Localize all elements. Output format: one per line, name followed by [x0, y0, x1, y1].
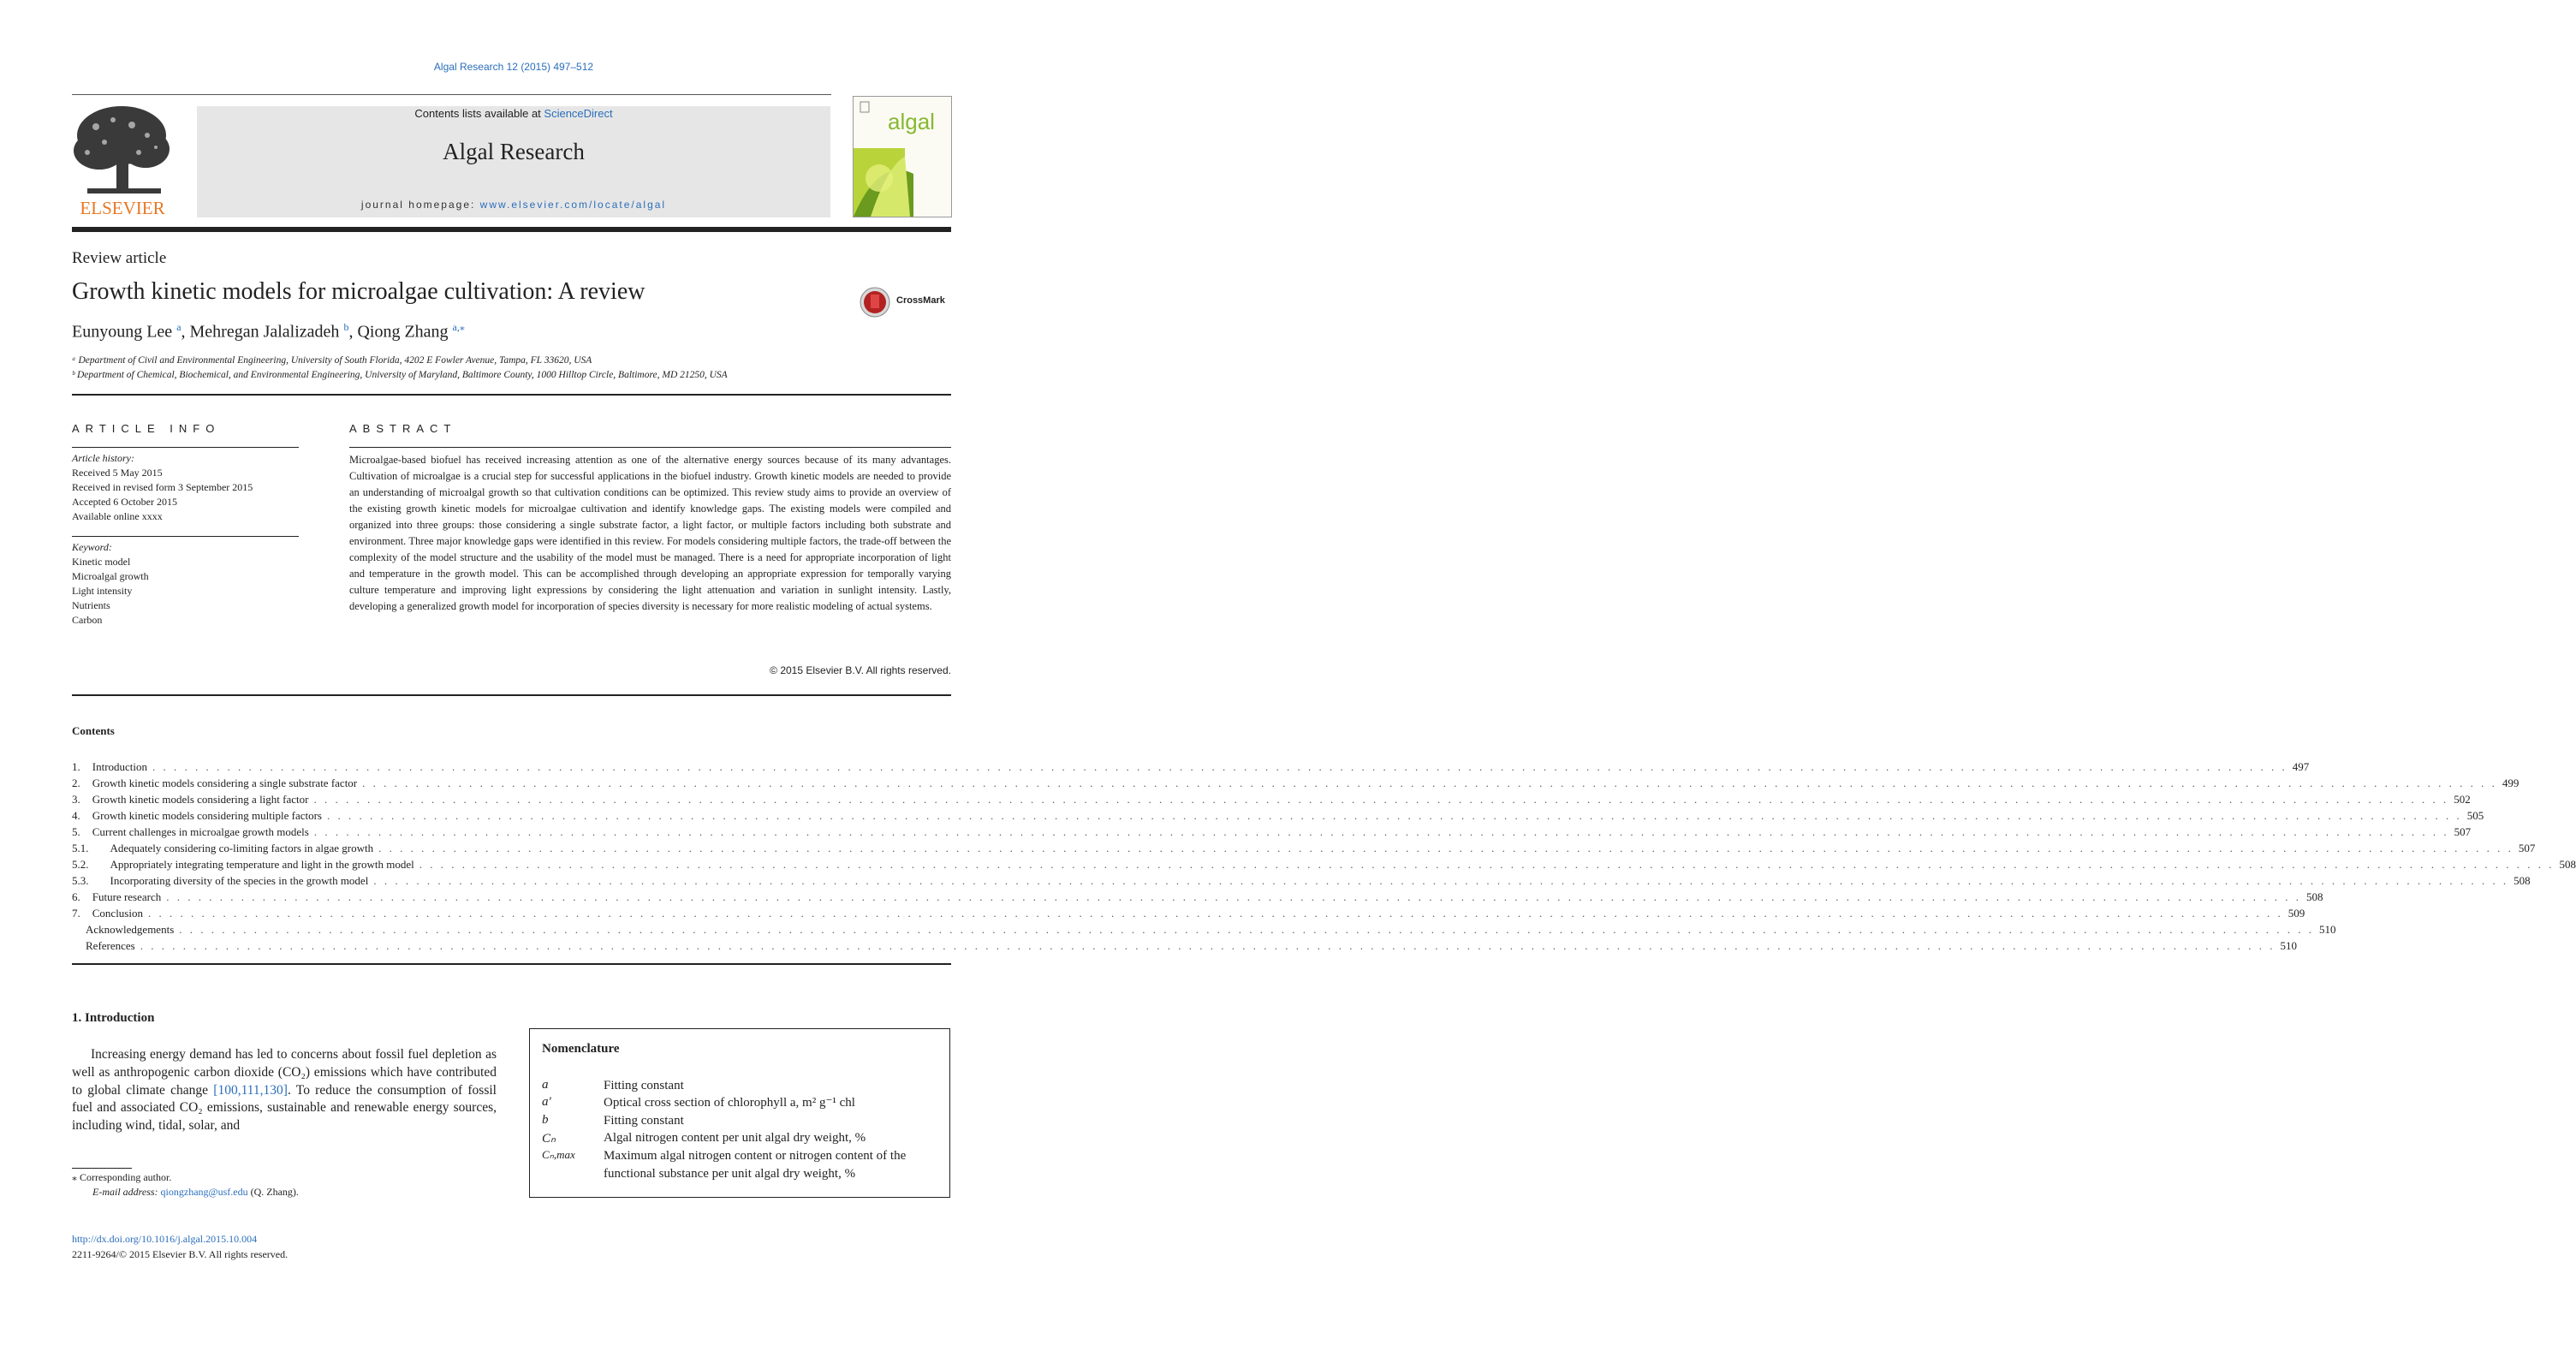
toc-page-number: 510	[2319, 923, 2336, 936]
email-suffix: (Q. Zhang).	[247, 1186, 299, 1198]
intro-text-part: . To reduce the consumption of fossil fuel and associated CO₂ emissions, sustainable and renewable energy sources, including wind, tidal, solar, and	[72, 1082, 497, 1134]
toc-leader-dots: . . . . . . . . . . . . . . . . . . . . . . . . . . . . . . . . . . . . . . . . . . . . . . . . . . . . . . . . . . . . . . . . . . . . . . . . . . . . . . . . . . . . . . . . . . . . . . . . . . . . . . . . . . . . . . . . . . . . . . . . . . . . . . . . . . . . . . . . . . . . . . . . . . . . . . . . . . . . . . . . . . . . . . . . . . . . . . . . . . . . . . . . . . . . . . . . . . . . . . . .	[313, 793, 2449, 806]
corresponding-author-note: ⁎ Corresponding author.	[72, 1171, 172, 1183]
toc-entry[interactable]	[72, 906, 2305, 921]
article-info-heading: ARTICLE INFO	[72, 422, 221, 435]
sciencedirect-link[interactable]: ScienceDirect	[544, 107, 613, 120]
contents-title: Contents	[72, 724, 115, 737]
toc-page-number: 508	[2306, 890, 2323, 903]
section-rule	[72, 394, 951, 396]
header-rule	[72, 94, 831, 95]
toc-label[interactable]: Adequately considering co-limiting factors in algae growth	[110, 842, 374, 854]
toc-leader-dots: . . . . . . . . . . . . . . . . . . . . . . . . . . . . . . . . . . . . . . . . . . . . . . . . . . . . . . . . . . . . . . . . . . . . . . . . . . . . . . . . . . . . . . . . . . . . . . . . . . . . . . . . . . . . . . . . . . . . . . . . . . . . . . . . . . . . . . . . . . . . . . . . . . . . . . . . . . . . . . . . . . . . . . . . . . . . . . . . . . . . . . . . . . . . . . . . . . . . . . . .	[362, 777, 2497, 789]
toc-number: 5.2.	[72, 858, 89, 871]
nomenclature-box	[529, 1028, 950, 1198]
toc-entry[interactable]	[72, 759, 2310, 775]
history-item: Received in revised form 3 September 2015	[72, 481, 253, 493]
toc-page-number: 509	[2287, 907, 2305, 920]
toc-label[interactable]: Growth kinetic models considering a single substrate factor	[92, 777, 358, 789]
elsevier-logo	[70, 101, 175, 219]
toc-entry[interactable]	[72, 857, 2576, 872]
toc-leader-dots: . . . . . . . . . . . . . . . . . . . . . . . . . . . . . . . . . . . . . . . . . . . . . . . . . . . . . . . . . . . . . . . . . . . . . . . . . . . . . . . . . . . . . . . . . . . . . . . . . . . . . . . . . . . . . . . . . . . . . . . . . . . . . . . . . . . . . . . . . . . . . . . . . . . . . . . . . . . . . . . . . . . . . . . . . . . . . . . . . . . . . . . . . . . . . . . . . . . . . . . .	[152, 760, 2287, 773]
journal-citation[interactable]: Algal Research 12 (2015) 497–512	[433, 61, 594, 73]
email-label: E-mail address:	[92, 1186, 161, 1198]
nomenclature-definition: Optical cross section of chlorophyll a, m² g⁻¹ chl	[604, 1096, 855, 1110]
toc-leader-dots: . . . . . . . . . . . . . . . . . . . . . . . . . . . . . . . . . . . . . . . . . . . . . . . . . . . . . . . . . . . . . . . . . . . . . . . . . . . . . . . . . . . . . . . . . . . . . . . . . . . . . . . . . . . . . . . . . . . . . . . . . . . . . . . . . . . . . . . . . . . . . . . . . . . . . . . . . . . . . . . . . . . . . . . . . . . . . . . . . . . . . . . . . . . . . . . . . . . . . . . .	[313, 825, 2449, 838]
toc-leader-dots: . . . . . . . . . . . . . . . . . . . . . . . . . . . . . . . . . . . . . . . . . . . . . . . . . . . . . . . . . . . . . . . . . . . . . . . . . . . . . . . . . . . . . . . . . . . . . . . . . . . . . . . . . . . . . . . . . . . . . . . . . . . . . . . . . . . . . . . . . . . . . . . . . . . . . . . . . . . . . . . . . . . . . . . . . . . . . . . . . . . . . . . . . . . . . . . . . . . . . . . .	[147, 907, 2283, 920]
crossmark-badge[interactable]	[859, 286, 951, 318]
nomenclature-symbol: a′	[542, 1095, 551, 1109]
history-item: Accepted 6 October 2015	[72, 496, 177, 508]
toc-leader-dots: . . . . . . . . . . . . . . . . . . . . . . . . . . . . . . . . . . . . . . . . . . . . . . . . . . . . . . . . . . . . . . . . . . . . . . . . . . . . . . . . . . . . . . . . . . . . . . . . . . . . . . . . . . . . . . . . . . . . . . . . . . . . . . . . . . . . . . . . . . . . . . . . . . . . . . . . . . . . . . . . . . . . . . . . . . . . . . . . . . . . . . . . . . . . . . . . . . . . . . . .	[419, 858, 2555, 871]
toc-leader-dots: . . . . . . . . . . . . . . . . . . . . . . . . . . . . . . . . . . . . . . . . . . . . . . . . . . . . . . . . . . . . . . . . . . . . . . . . . . . . . . . . . . . . . . . . . . . . . . . . . . . . . . . . . . . . . . . . . . . . . . . . . . . . . . . . . . . . . . . . . . . . . . . . . . . . . . . . . . . . . . . . . . . . . . . . . . . . . . . . . . . . . . . . . . . . . . . . . . . . . . . .	[378, 842, 2514, 854]
abstract-rule	[349, 447, 951, 448]
toc-number: 7.	[72, 907, 80, 920]
author-name[interactable]: Eunyoung Lee	[72, 322, 173, 342]
intro-text-part: Increasing energy demand has led to concerns about fossil fuel depletion as well as anthropogenic carbon dioxide (CO₂) emissions which have contributed to global climate change	[72, 1047, 497, 1098]
author-list: Eunyoung Lee $^a$, Mehregan Jalalizadeh $^b$, Qiong Zhang $^{a,⁎}$	[72, 321, 465, 342]
toc-label[interactable]: Acknowledgements	[86, 923, 175, 936]
keyword: Nutrients	[72, 599, 110, 611]
homepage-link[interactable]: www.elsevier.com/locate/algal	[479, 199, 667, 211]
keyword: Microalgal growth	[72, 570, 149, 582]
toc-number: 3.	[72, 793, 80, 806]
toc-page-number: 497	[2292, 760, 2310, 773]
toc-label[interactable]: Future research	[92, 890, 162, 903]
article-info-rule	[72, 447, 299, 448]
section-rule	[72, 963, 951, 965]
toc-label[interactable]: Appropriately integrating temperature and light in the growth model	[110, 858, 414, 871]
crossmark-icon	[859, 286, 893, 318]
toc-entry[interactable]	[72, 890, 2323, 905]
nomenclature-symbol: a	[542, 1078, 549, 1092]
toc-page-number: 508	[2514, 874, 2531, 887]
toc-page-number: 507	[2454, 825, 2472, 838]
keywords-label: Keyword:	[72, 541, 112, 553]
toc-label[interactable]: Conclusion	[92, 907, 143, 920]
toc-page-number: 510	[2280, 939, 2297, 952]
journal-header-box	[197, 106, 830, 217]
contents-prefix: Contents lists available at	[414, 107, 544, 120]
article-title: Growth kinetic models for microalgae cultivation: A review	[72, 278, 645, 305]
svg-text:ELSEVIER: ELSEVIER	[80, 198, 165, 218]
abstract-copyright: © 2015 Elsevier B.V. All rights reserved.	[770, 664, 951, 676]
toc-entry[interactable]	[72, 938, 2297, 954]
toc-label[interactable]: Incorporating diversity of the species in the growth model	[110, 874, 369, 887]
journal-name: Algal Research	[443, 139, 585, 164]
toc-label[interactable]: Current challenges in microalgae growth models	[92, 825, 309, 838]
section-rule	[72, 694, 951, 696]
nomenclature-symbol: Cₙ,max	[542, 1148, 575, 1161]
toc-label[interactable]: Growth kinetic models considering a light factor	[92, 793, 309, 806]
affiliation-a: ᵃ Department of Civil and Environmental Engineering, University of South Florida, 4202 E Fowler Avenue, Tampa, FL 33620, USA	[72, 355, 592, 366]
introduction-heading: 1. Introduction	[72, 1011, 155, 1025]
toc-page-number: 508	[2559, 858, 2576, 871]
toc-entry[interactable]	[72, 873, 2531, 889]
toc-number: 1.	[72, 760, 80, 773]
contents-availability	[197, 106, 830, 122]
author-name[interactable]: Qiong Zhang	[357, 322, 449, 342]
journal-cover	[853, 96, 952, 217]
issn-line: 2211-9264/© 2015 Elsevier B.V. All rights reserved.	[72, 1248, 289, 1260]
toc-leader-dots: . . . . . . . . . . . . . . . . . . . . . . . . . . . . . . . . . . . . . . . . . . . . . . . . . . . . . . . . . . . . . . . . . . . . . . . . . . . . . . . . . . . . . . . . . . . . . . . . . . . . . . . . . . . . . . . . . . . . . . . . . . . . . . . . . . . . . . . . . . . . . . . . . . . . . . . . . . . . . . . . . . . . . . . . . . . . . . . . . . . . . . . . . . . . . . . . . . . . . . . .	[373, 874, 2509, 887]
nomenclature-definition: Maximum algal nitrogen content or nitrogen content of the functional substance per unit algal dry weight, %	[604, 1149, 907, 1181]
toc-label[interactable]: Introduction	[92, 760, 148, 773]
author-affiliation-marker[interactable]: a,⁎	[452, 321, 465, 333]
affiliation-b: ᵇ Department of Chemical, Biochemical, and Environmental Engineering, University of Maryland, Baltimore County, 1000 Hilltop Circle, Baltimore, MD 21250, USA	[72, 370, 728, 380]
header-thick-rule	[72, 227, 951, 232]
crossmark-label: CrossMark	[896, 295, 945, 306]
toc-entry[interactable]	[72, 922, 2336, 937]
email-link[interactable]: qiongzhang@usf.edu	[160, 1186, 248, 1198]
nomenclature-definition: Algal nitrogen content per unit algal dry weight, %	[604, 1131, 866, 1145]
toc-number: 2.	[72, 777, 80, 789]
toc-entry[interactable]	[72, 792, 2471, 807]
nomenclature-definition: Fitting constant	[604, 1114, 684, 1128]
nomenclature-definition: Fitting constant	[604, 1079, 684, 1092]
email-note	[92, 1185, 299, 1199]
toc-page-number: 499	[2502, 777, 2519, 789]
toc-entry[interactable]	[72, 824, 2472, 840]
toc-page-number: 505	[2466, 809, 2484, 822]
toc-label[interactable]: References	[86, 939, 135, 952]
toc-leader-dots: . . . . . . . . . . . . . . . . . . . . . . . . . . . . . . . . . . . . . . . . . . . . . . . . . . . . . . . . . . . . . . . . . . . . . . . . . . . . . . . . . . . . . . . . . . . . . . . . . . . . . . . . . . . . . . . . . . . . . . . . . . . . . . . . . . . . . . . . . . . . . . . . . . . . . . . . . . . . . . . . . . . . . . . . . . . . . . . . . . . . . . . . . . . . . . . . . . . . . . . .	[166, 890, 2301, 903]
toc-leader-dots: . . . . . . . . . . . . . . . . . . . . . . . . . . . . . . . . . . . . . . . . . . . . . . . . . . . . . . . . . . . . . . . . . . . . . . . . . . . . . . . . . . . . . . . . . . . . . . . . . . . . . . . . . . . . . . . . . . . . . . . . . . . . . . . . . . . . . . . . . . . . . . . . . . . . . . . . . . . . . . . . . . . . . . . . . . . . . . . . . . . . . . . . . . . . . . . . . . . . . . . .	[179, 923, 2315, 936]
toc-number: 4.	[72, 809, 80, 822]
keyword: Light intensity	[72, 585, 133, 597]
article-type: Review article	[72, 249, 167, 267]
footnote-rule	[72, 1168, 132, 1169]
toc-number: 5.1.	[72, 842, 89, 854]
history-item: Available online xxxx	[72, 510, 163, 522]
keyword: Kinetic model	[72, 556, 131, 568]
toc-label[interactable]: Growth kinetic models considering multiple factors	[92, 809, 322, 822]
keyword: Carbon	[72, 614, 103, 626]
toc-entry[interactable]	[72, 841, 2536, 856]
journal-homepage	[197, 199, 830, 211]
toc-entry[interactable]	[72, 808, 2484, 824]
toc-leader-dots: . . . . . . . . . . . . . . . . . . . . . . . . . . . . . . . . . . . . . . . . . . . . . . . . . . . . . . . . . . . . . . . . . . . . . . . . . . . . . . . . . . . . . . . . . . . . . . . . . . . . . . . . . . . . . . . . . . . . . . . . . . . . . . . . . . . . . . . . . . . . . . . . . . . . . . . . . . . . . . . . . . . . . . . . . . . . . . . . . . . . . . . . . . . . . . . . . . . . . . . .	[327, 809, 2462, 822]
abstract-text: Microalgae-based biofuel has received increasing attention as one of the alternative energy sources because of its many advantages. Cultivation of microalgae is a crucial step for successful applications in the biofuel industry. Growth kinetic models are needed to provide an understanding of microalgal growth so that cultivation conditions can be optimized. This review study aims to provide an overview of the existing growth kinetic models for microalgae cultivation and identify knowledge gaps. The existing models were compiled and organized into three groups: those considering a single substrate factor, a light factor, or multiple factors including both substrate and environment. Three major knowledge gaps were identified in this review. For models considering multiple factors, the trade-off between the complexity of the model structure and the usability of the model must be managed. There is a need for appropriate incorporation of light and temperature in the growth model. This can be accomplished through developing an appropriate expression for temporally varying culture temperature and improving light expressions by considering the light attenuation and variation in sunlight intensity. Lastly, developing a generalized growth model for incorporation of species diversity is necessary for more realistic modeling of actual systems.	[349, 454, 951, 612]
nomenclature-title: Nomenclature	[542, 1042, 620, 1056]
citation-link[interactable]: [100,111,130]	[213, 1082, 288, 1098]
toc-page-number: 507	[2518, 842, 2536, 854]
author-name[interactable]: Mehregan Jalalizadeh	[189, 322, 340, 342]
toc-number: 5.	[72, 825, 80, 838]
introduction-paragraph	[72, 1046, 497, 1135]
toc-entry[interactable]	[72, 776, 2519, 791]
history-label: Article history:	[72, 452, 134, 464]
doi-link[interactable]: http://dx.doi.org/10.1016/j.algal.2015.10.004	[72, 1233, 258, 1245]
cover-title: algal	[888, 109, 935, 134]
author-affiliation-marker[interactable]: a	[176, 321, 181, 333]
homepage-prefix: journal homepage:	[360, 199, 480, 211]
author-affiliation-marker[interactable]: b	[343, 321, 349, 333]
abstract-heading: ABSTRACT	[349, 422, 457, 435]
toc-number: 6.	[72, 890, 80, 903]
nomenclature-symbol: Cₙ	[542, 1132, 556, 1146]
article-info-rule	[72, 536, 299, 537]
toc-number: 5.3.	[72, 874, 89, 887]
nomenclature-symbol: b	[542, 1113, 549, 1127]
history-item: Received 5 May 2015	[72, 467, 163, 479]
toc-leader-dots: . . . . . . . . . . . . . . . . . . . . . . . . . . . . . . . . . . . . . . . . . . . . . . . . . . . . . . . . . . . . . . . . . . . . . . . . . . . . . . . . . . . . . . . . . . . . . . . . . . . . . . . . . . . . . . . . . . . . . . . . . . . . . . . . . . . . . . . . . . . . . . . . . . . . . . . . . . . . . . . . . . . . . . . . . . . . . . . . . . . . . . . . . . . . . . . . . . . . . . . .	[140, 939, 2276, 952]
toc-page-number: 502	[2454, 793, 2471, 806]
